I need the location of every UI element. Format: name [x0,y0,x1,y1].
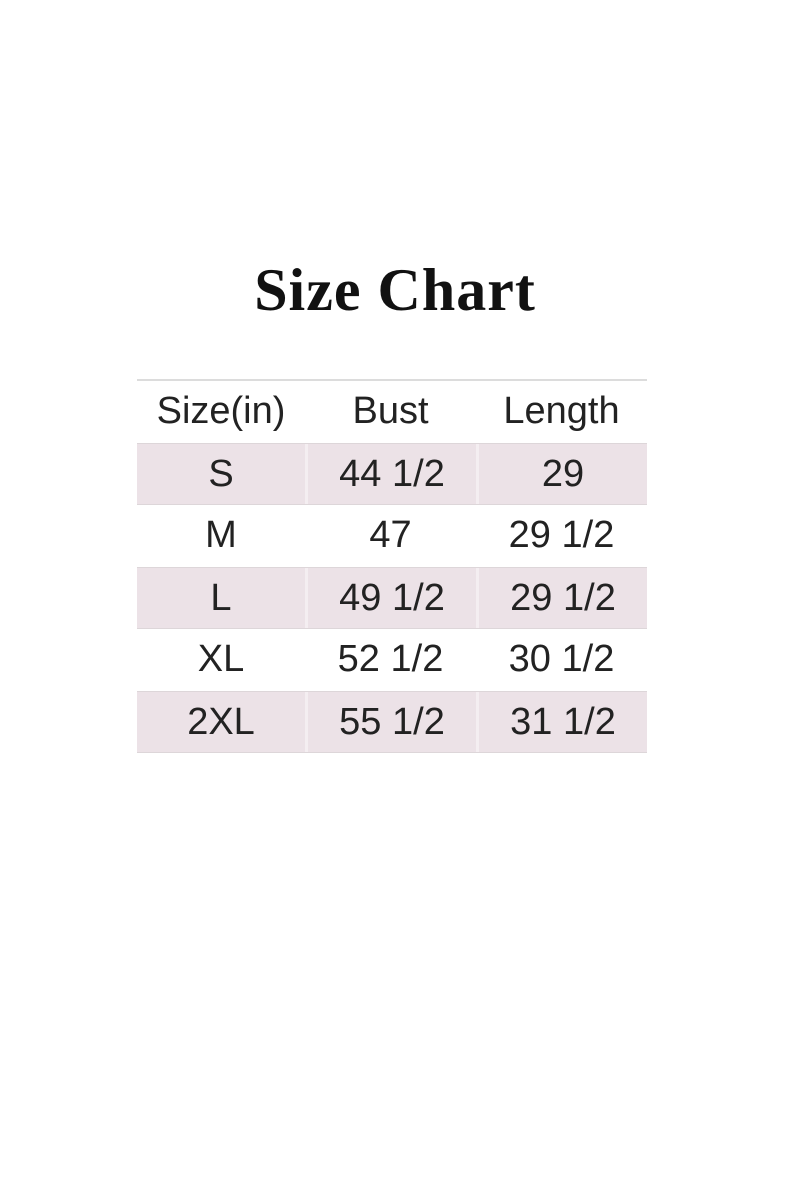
cell-size: S [208,453,234,495]
cell-length: 31 1/2 [476,692,647,752]
column-header-length: Length [503,390,620,432]
cell-length: 29 [476,444,647,504]
cell-bust: 47 [369,514,412,556]
cell-length: 30 1/2 [508,638,615,680]
cell-size: XL [197,638,245,680]
cell-bust: 44 1/2 [305,444,476,504]
cell-length: 29 1/2 [508,514,615,556]
column-header-bust: Bust [352,390,429,432]
table-row-s [137,443,647,505]
cell-bust: 49 1/2 [305,568,476,628]
table-header-row [137,381,647,443]
cell-length: 29 1/2 [476,568,647,628]
cell-size: 2XL [187,701,255,743]
cell-size: M [205,514,237,556]
table-row-m [137,505,647,567]
table-row-l [137,567,647,629]
page-title: Size Chart [254,257,536,323]
size-chart-table [137,379,647,753]
table-row-xl [137,629,647,691]
table-row-2xl [137,691,647,753]
cell-bust: 52 1/2 [337,638,444,680]
cell-size: L [210,577,232,619]
column-header-size: Size(in) [156,390,286,432]
cell-bust: 55 1/2 [305,692,476,752]
